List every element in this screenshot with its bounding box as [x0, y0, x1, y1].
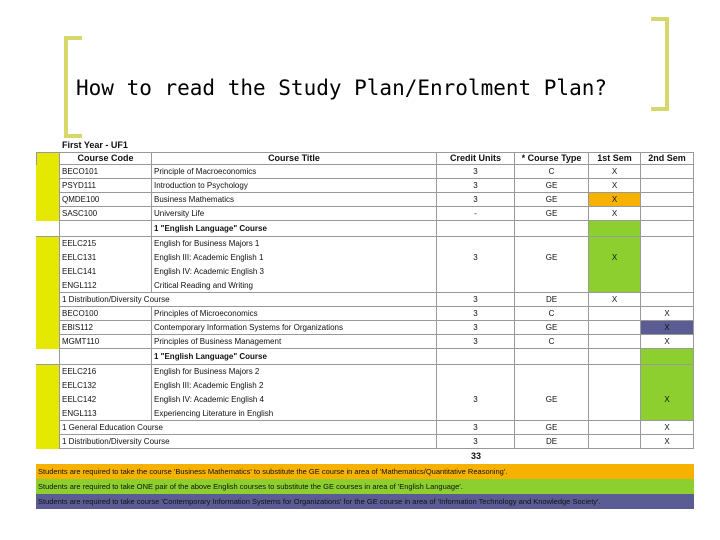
total-spacer — [515, 449, 589, 464]
course-code: EELC215 — [60, 237, 152, 251]
row-marker — [36, 293, 60, 307]
course-code — [60, 221, 152, 237]
course-code: BECO101 — [60, 165, 152, 179]
credit-units: 3 — [437, 393, 515, 407]
row-marker — [36, 179, 60, 193]
course-code: ENGL113 — [60, 407, 152, 421]
credit-units: 3 — [437, 307, 515, 321]
course-title: University Life — [152, 207, 437, 221]
total-spacer — [152, 449, 437, 464]
sem1-mark — [589, 407, 641, 421]
course-title: Introduction to Psychology — [152, 179, 437, 193]
sem2-mark — [641, 207, 694, 221]
total-spacer — [641, 449, 694, 464]
sem2-mark — [641, 179, 694, 193]
course-code: EELC142 — [60, 393, 152, 407]
course-title: English for Business Majors 1 — [152, 237, 437, 251]
credit-units: 3 — [437, 335, 515, 349]
course-type-spacer — [515, 379, 589, 393]
sem2-mark — [641, 349, 694, 365]
course-code: BECO100 — [60, 307, 152, 321]
row-marker — [36, 207, 60, 221]
course-code: QMDE100 — [60, 193, 152, 207]
study-plan-table — [36, 141, 694, 509]
sem2-mark: X — [641, 393, 694, 407]
sem1-mark: X — [589, 251, 641, 265]
sem1-mark — [589, 421, 641, 435]
sem1-mark — [589, 279, 641, 293]
header-credit-units: Credit Units — [437, 152, 515, 165]
slide-title: How to read the Study Plan/Enrolment Plan? — [76, 76, 608, 100]
course-type: GE — [515, 251, 589, 265]
sem1-mark — [589, 349, 641, 365]
course-type — [515, 221, 589, 237]
course-code: EELC131 — [60, 251, 152, 265]
note-info-systems: Students are required to take course 'Contemporary Information Systems for Organizations' for the GE course in area of 'Information Technology and Knowledge Society'. — [36, 494, 694, 509]
course-type — [515, 407, 589, 421]
course-title: English for Business Majors 2 — [152, 365, 437, 379]
course-type — [515, 279, 589, 293]
row-marker — [36, 435, 60, 449]
course-code: ENGL112 — [60, 279, 152, 293]
course-code: EELC141 — [60, 265, 152, 279]
course-type — [515, 349, 589, 365]
sem2-mark: X — [641, 335, 694, 349]
sem1-mark: X — [589, 193, 641, 207]
header-course-code: Course Code — [60, 152, 152, 165]
row-marker — [36, 165, 60, 179]
course-title: Business Mathematics — [152, 193, 437, 207]
sem1-mark — [589, 435, 641, 449]
credit-units: 3 — [437, 293, 515, 307]
sem2-mark — [641, 265, 694, 279]
credit-units — [437, 265, 515, 279]
sem2-mark — [641, 221, 694, 237]
row-marker — [36, 279, 60, 293]
course-type: DE — [515, 435, 589, 449]
course-type: GE — [515, 321, 589, 335]
credit-units: 3 — [437, 193, 515, 207]
row-marker — [36, 307, 60, 321]
year-label: First Year - UF1 — [62, 140, 128, 150]
course-type-spacer — [515, 365, 589, 379]
sem2-spacer — [641, 237, 694, 251]
sem2-mark — [641, 293, 694, 307]
course-title: Experiencing Literature in English — [152, 407, 437, 421]
row-marker — [36, 237, 60, 251]
row-marker — [36, 449, 60, 464]
sem2-mark: X — [641, 435, 694, 449]
credit-units — [437, 407, 515, 421]
sem1-mark: X — [589, 165, 641, 179]
credit-units-spacer — [437, 379, 515, 393]
course-title: English IV: Academic English 3 — [152, 265, 437, 279]
credit-units: 3 — [437, 321, 515, 335]
plan-grid — [36, 152, 694, 464]
course-code: MGMT110 — [60, 335, 152, 349]
sem1-mark: X — [589, 293, 641, 307]
row-marker — [36, 349, 60, 365]
course-code: PSYD111 — [60, 179, 152, 193]
row-marker — [36, 265, 60, 279]
total-spacer — [60, 449, 152, 464]
course-code: EELC132 — [60, 379, 152, 393]
note-math: Students are required to take the course 'Business Mathematics' to substitute the GE course in area of 'Mathematics/Quantitative Reasoning'. — [36, 464, 694, 479]
sem2-mark — [641, 407, 694, 421]
course-type: GE — [515, 207, 589, 221]
course-title: English III: Academic English 1 — [152, 251, 437, 265]
course-title: English IV: Academic English 4 — [152, 393, 437, 407]
course-code: 1 Distribution/Diversity Course — [60, 435, 437, 449]
row-marker — [36, 365, 60, 379]
course-type — [515, 265, 589, 279]
sem1-mark — [589, 307, 641, 321]
right-bracket-decoration — [651, 17, 669, 111]
course-code — [60, 349, 152, 365]
course-title: 1 "English Language" Course — [152, 221, 437, 237]
credit-units: 3 — [437, 165, 515, 179]
course-code: 1 Distribution/Diversity Course — [60, 293, 437, 307]
sem1-mark — [589, 265, 641, 279]
credit-units: 3 — [437, 179, 515, 193]
header-course-title: Course Title — [152, 152, 437, 165]
sem1-spacer — [589, 237, 641, 251]
sem2-mark: X — [641, 421, 694, 435]
credit-units-spacer — [437, 237, 515, 251]
credit-units — [437, 221, 515, 237]
row-marker — [36, 321, 60, 335]
credit-units: 3 — [437, 421, 515, 435]
sem1-mark — [589, 221, 641, 237]
sem2-mark — [641, 279, 694, 293]
row-marker — [36, 407, 60, 421]
header-1st-sem: 1st Sem — [589, 152, 641, 165]
row-marker — [36, 393, 60, 407]
row-marker — [36, 221, 60, 237]
row-marker — [36, 251, 60, 265]
credit-units — [437, 279, 515, 293]
sem2-mark: X — [641, 321, 694, 335]
course-title: English III: Academic English 2 — [152, 379, 437, 393]
course-type: GE — [515, 193, 589, 207]
row-marker — [36, 152, 60, 165]
sem1-mark — [589, 321, 641, 335]
course-title: Contemporary Information Systems for Organizations — [152, 321, 437, 335]
sem2-mark: X — [641, 307, 694, 321]
sem2-mark — [641, 165, 694, 179]
course-type: GE — [515, 421, 589, 435]
credit-units: 3 — [437, 251, 515, 265]
course-title: Critical Reading and Writing — [152, 279, 437, 293]
course-code: SASC100 — [60, 207, 152, 221]
sem1-mark — [589, 393, 641, 407]
sem1-spacer — [589, 365, 641, 379]
course-type: C — [515, 165, 589, 179]
course-type: DE — [515, 293, 589, 307]
course-title: Principles of Business Management — [152, 335, 437, 349]
sem1-mark: X — [589, 179, 641, 193]
course-title: Principle of Macroeconomics — [152, 165, 437, 179]
sem1-spacer — [589, 379, 641, 393]
course-code: 1 General Education Course — [60, 421, 437, 435]
row-marker — [36, 193, 60, 207]
header-course-type: * Course Type — [515, 152, 589, 165]
row-marker — [36, 335, 60, 349]
credit-units — [437, 349, 515, 365]
course-title: Principles of Microeconomics — [152, 307, 437, 321]
notes — [36, 464, 694, 509]
sem2-spacer — [641, 379, 694, 393]
header-2nd-sem: 2nd Sem — [641, 152, 694, 165]
sem2-mark — [641, 251, 694, 265]
note-english: Students are required to take ONE pair of the above English courses to substitute the GE courses in area of 'English Language'. — [36, 479, 694, 494]
row-marker — [36, 379, 60, 393]
course-title: 1 "English Language" Course — [152, 349, 437, 365]
course-type: C — [515, 307, 589, 321]
total-credit-units: 33 — [470, 451, 481, 461]
sem1-mark: X — [589, 207, 641, 221]
course-code: EELC216 — [60, 365, 152, 379]
credit-units-spacer — [437, 365, 515, 379]
course-type: C — [515, 335, 589, 349]
row-marker — [36, 421, 60, 435]
sem1-mark — [589, 335, 641, 349]
course-type: GE — [515, 393, 589, 407]
sem2-mark — [641, 193, 694, 207]
course-type-spacer — [515, 237, 589, 251]
course-code: EBIS112 — [60, 321, 152, 335]
total-spacer — [589, 449, 641, 464]
sem2-spacer — [641, 365, 694, 379]
course-type: GE — [515, 179, 589, 193]
credit-units: 3 — [437, 435, 515, 449]
credit-units: - — [437, 207, 515, 221]
